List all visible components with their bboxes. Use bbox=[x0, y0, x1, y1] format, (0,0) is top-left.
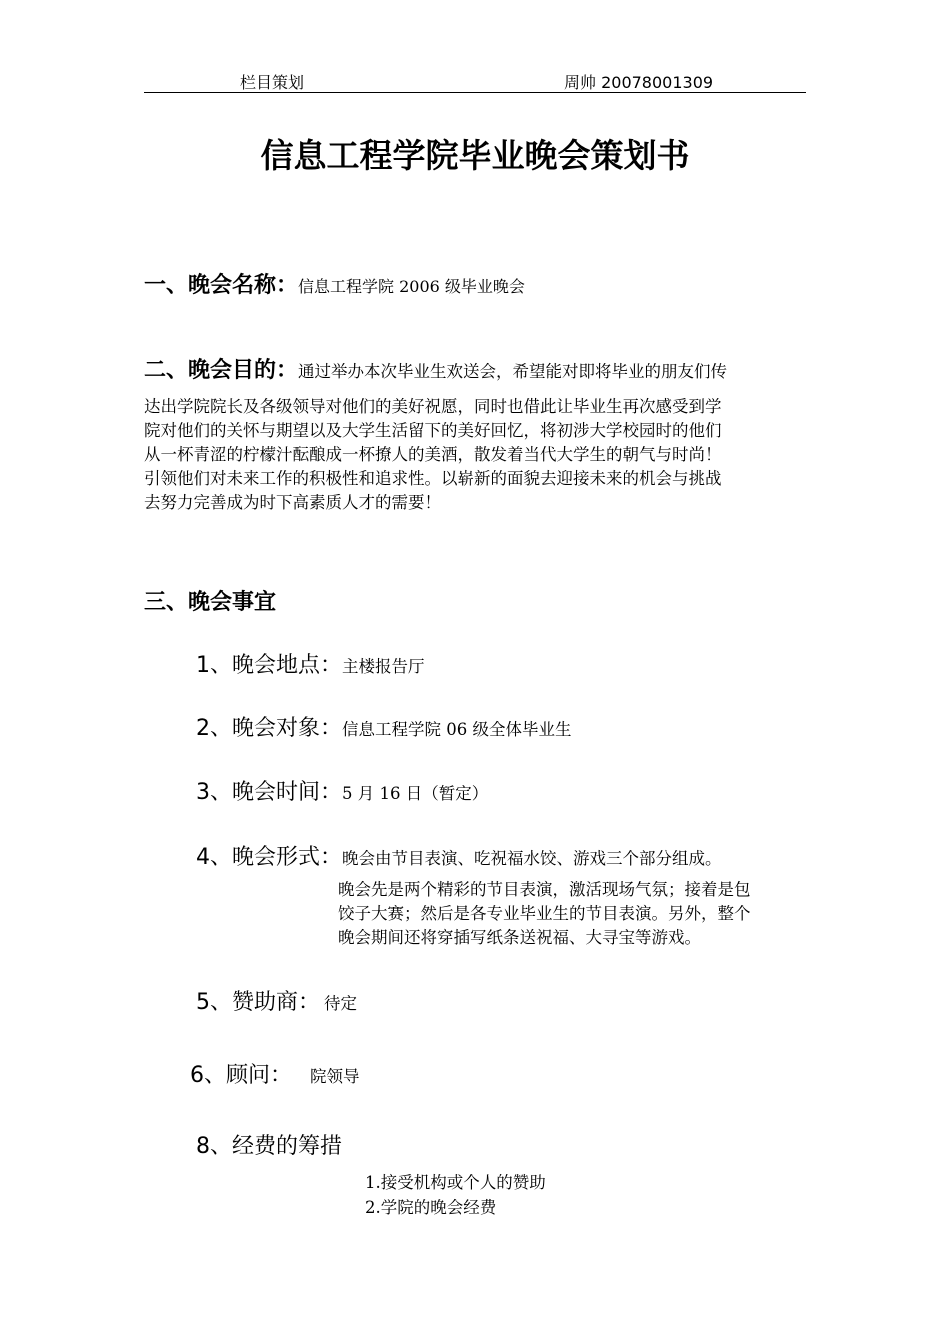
section-purpose-heading: 二、晚会目的： bbox=[144, 358, 299, 383]
section-purpose-paragraph bbox=[144, 395, 806, 515]
item-format bbox=[196, 840, 722, 871]
detail-line: 饺子大赛；然后是各专业毕业生的节目表演。另外，整个 bbox=[338, 904, 751, 923]
paragraph-line: 院对他们的关怀与期望以及大学生活留下的美好回忆，将初涉大学校园时的他们 bbox=[144, 421, 722, 440]
item-label: 、经费的筹措 bbox=[210, 1134, 343, 1159]
item-number: 6 bbox=[190, 1063, 204, 1088]
funding-item-2: 2.学院的晚会经费 bbox=[365, 1198, 497, 1217]
item-value: 5 月 16 日（暂定） bbox=[342, 784, 489, 803]
item-value: 院领导 bbox=[310, 1067, 360, 1086]
section-matters-heading: 三、晚会事宜 bbox=[144, 590, 277, 615]
item-number: 2 bbox=[196, 716, 210, 741]
item-audience bbox=[196, 711, 572, 742]
paragraph-line: 去努力完善成为时下高素质人才的需要！ bbox=[144, 493, 441, 512]
item-number: 3 bbox=[196, 780, 210, 805]
item-label: 、顾问： bbox=[204, 1063, 293, 1088]
document-title: 信息工程学院毕业晚会策划书 bbox=[260, 136, 690, 175]
item-number: 4 bbox=[196, 845, 210, 870]
section-name bbox=[144, 268, 525, 299]
item-advisor bbox=[190, 1058, 360, 1089]
item-venue bbox=[196, 648, 425, 679]
detail-line: 晚会期间还将穿插写纸条送祝福、大寻宝等游戏。 bbox=[338, 928, 701, 947]
header-left: 栏目策划 bbox=[240, 73, 305, 92]
detail-line: 晚会先是两个精彩的节目表演，激活现场气氛；接着是包 bbox=[338, 880, 751, 899]
paragraph-line: 达出学院院长及各级领导对他们的美好祝愿，同时也借此让毕业生再次感受到学 bbox=[144, 397, 722, 416]
section-name-text: 信息工程学院 2006 级毕业晚会 bbox=[298, 277, 525, 296]
section-name-heading: 一、晚会名称： bbox=[144, 273, 299, 298]
item-format-detail bbox=[338, 878, 808, 950]
item-label: 、晚会地点： bbox=[210, 653, 343, 678]
item-label: 、晚会时间： bbox=[210, 780, 343, 805]
item-number: 1 bbox=[196, 653, 210, 678]
item-label: 、晚会形式： bbox=[210, 845, 343, 870]
item-funding bbox=[196, 1129, 342, 1160]
paragraph-line: 从一杯青涩的柠檬汁酝酿成一杯撩人的美酒，散发着当代大学生的朝气与时尚！ bbox=[144, 445, 722, 464]
item-number: 5 bbox=[196, 990, 210, 1015]
item-value: 信息工程学院 06 级全体毕业生 bbox=[342, 720, 572, 739]
item-label: 、赞助商： bbox=[210, 990, 321, 1015]
item-value: 待定 bbox=[324, 994, 358, 1013]
item-time bbox=[196, 775, 488, 806]
item-value: 主楼报告厅 bbox=[342, 657, 425, 676]
item-number: 8 bbox=[196, 1134, 210, 1159]
header-right: 周帅 20078001309 bbox=[564, 73, 714, 92]
item-value: 晚会由节目表演、吃祝福水饺、游戏三个部分组成。 bbox=[342, 849, 722, 868]
item-label: 、晚会对象： bbox=[210, 716, 343, 741]
funding-item-1: 1.接受机构或个人的赞助 bbox=[365, 1173, 546, 1192]
item-sponsor bbox=[196, 985, 357, 1016]
header-rule bbox=[144, 92, 806, 93]
paragraph-line: 引领他们对未来工作的积极性和追求性。以崭新的面貌去迎接未来的机会与挑战 bbox=[144, 469, 722, 488]
section-purpose-first-line: 通过举办本次毕业生欢送会，希望能对即将毕业的朋友们传 bbox=[298, 362, 728, 381]
section-purpose bbox=[144, 353, 727, 384]
